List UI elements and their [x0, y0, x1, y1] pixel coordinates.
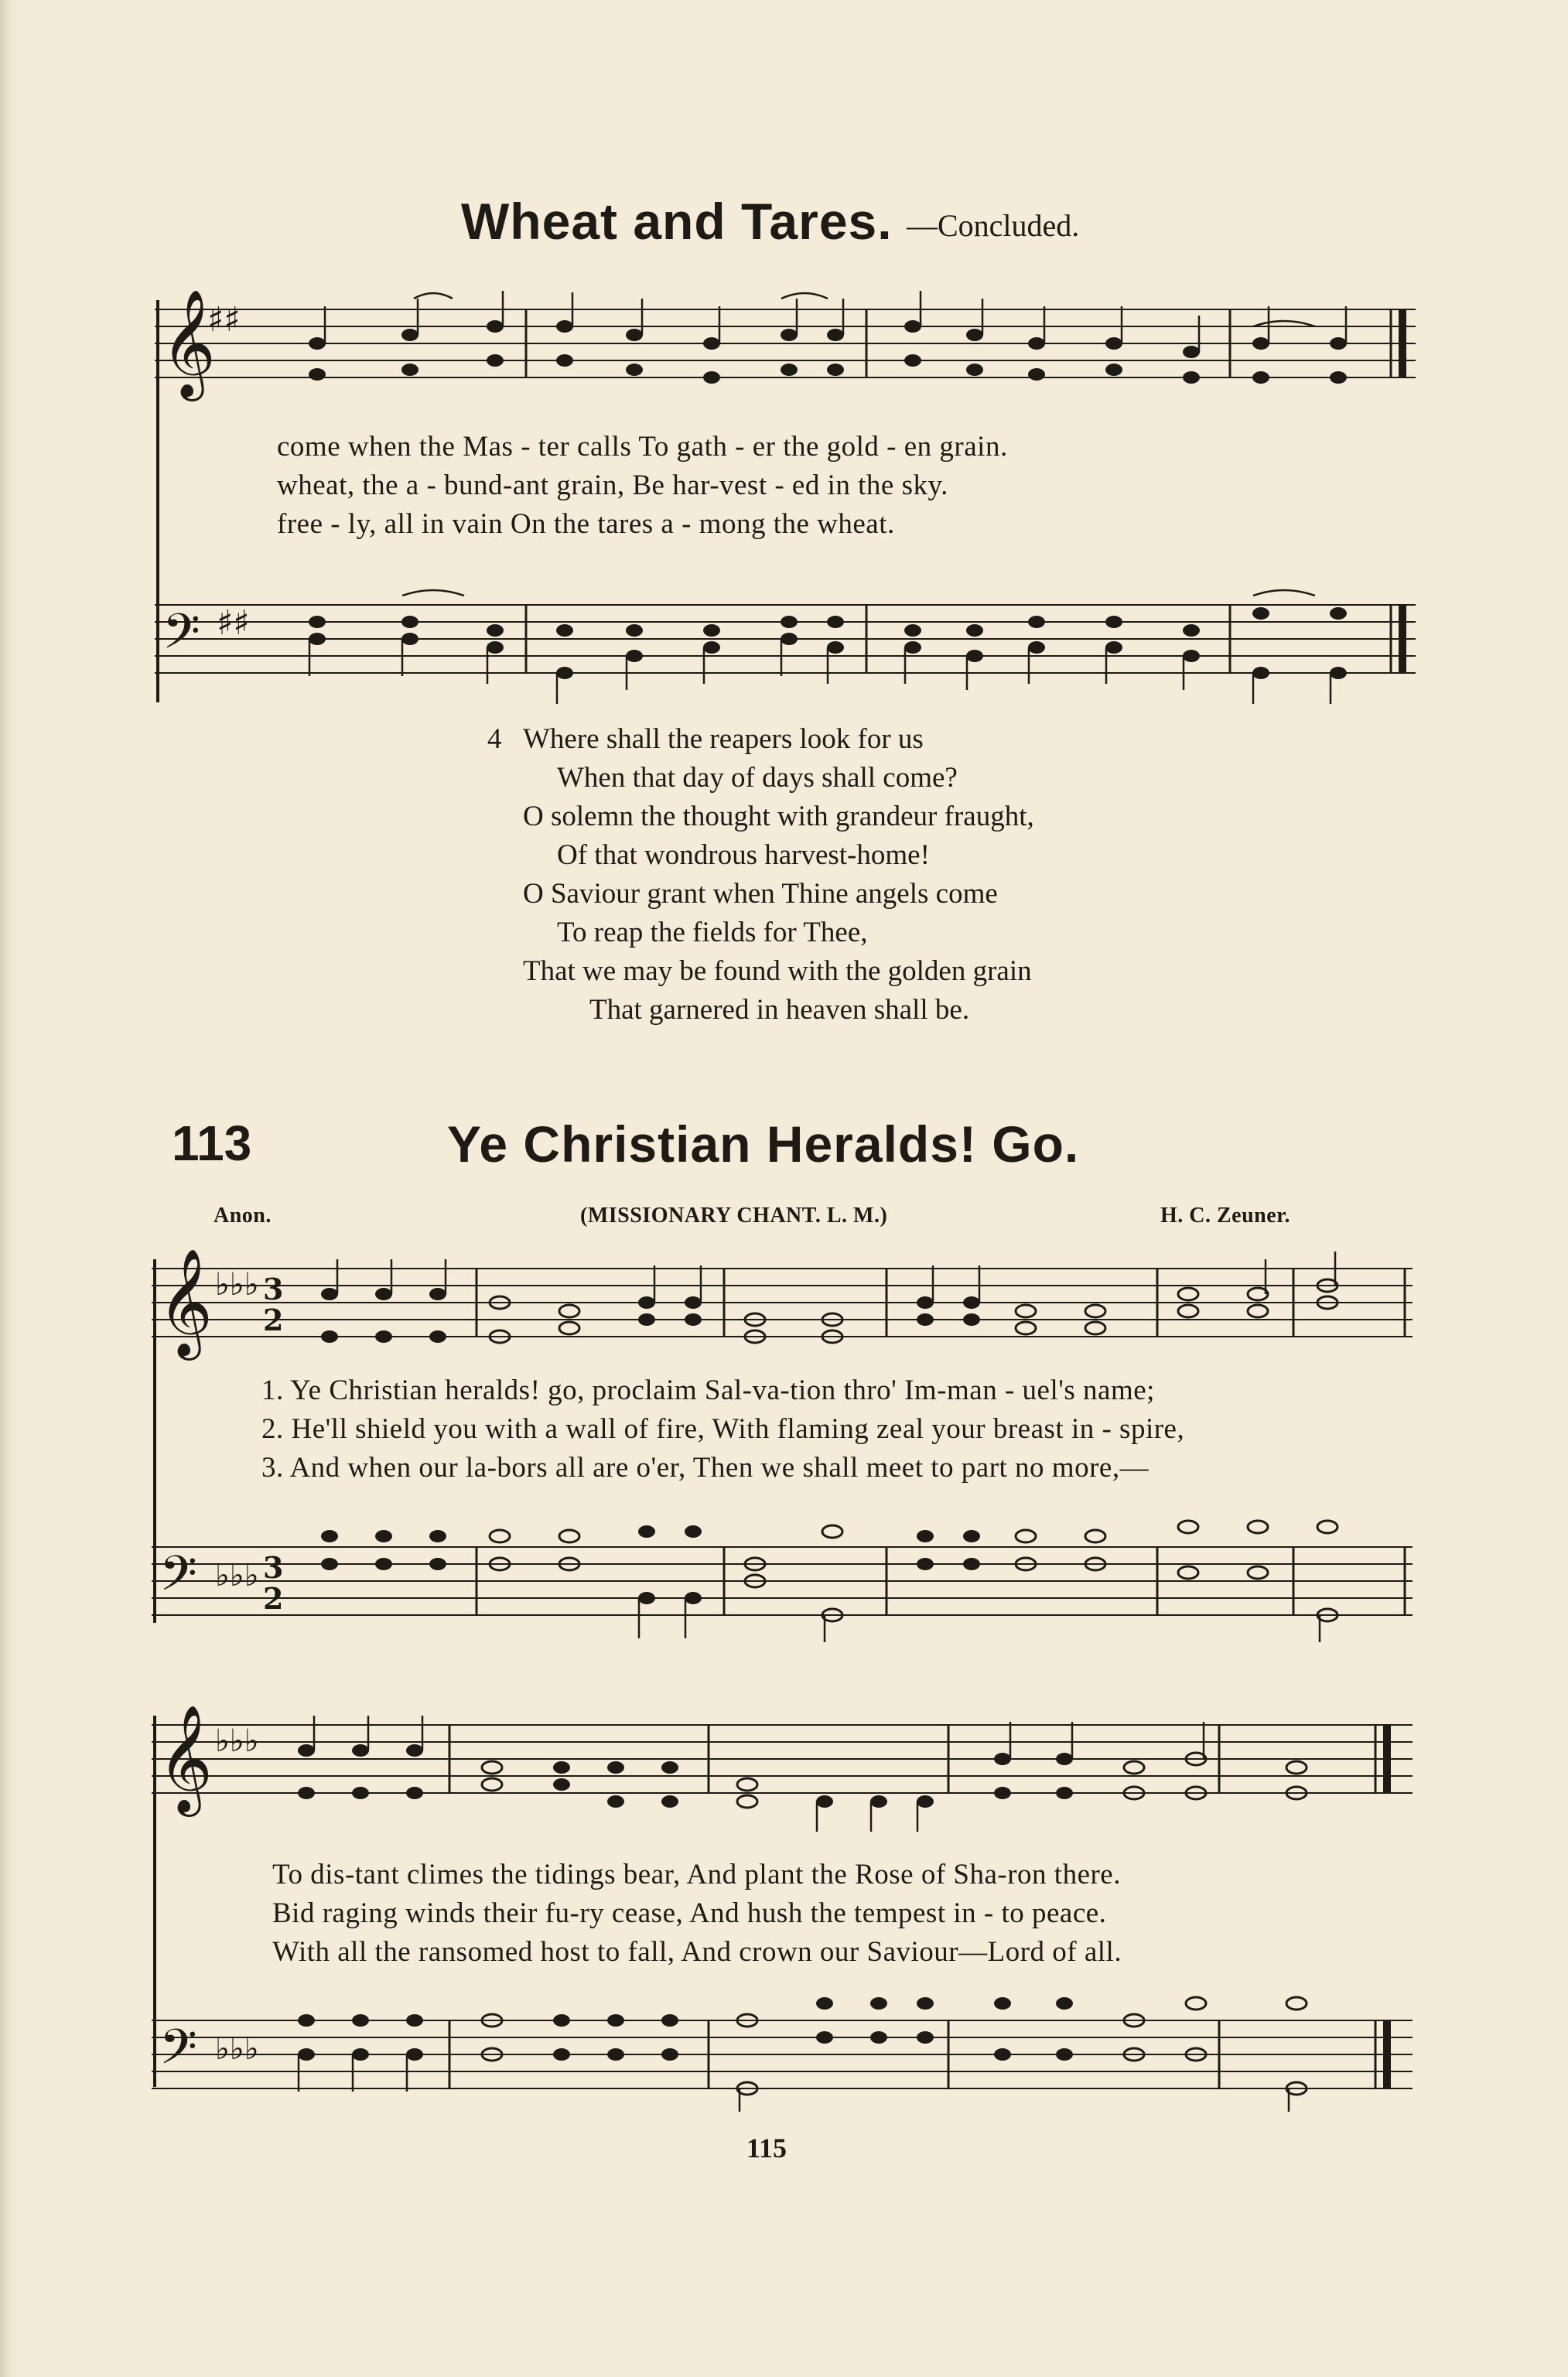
flat-icon: ♭♭♭: [215, 1267, 259, 1303]
sharp-icon: ♯♯: [217, 603, 250, 643]
lyric-line-2: 2. He'll shield you with a wall of fire, With flaming zeal your breast in - spire,: [261, 1413, 1185, 1445]
verse-line: To reap the fields for Thee,: [557, 917, 868, 948]
svg-text:2: 2: [263, 1581, 284, 1616]
svg-text:3: 3: [263, 1550, 284, 1585]
svg-text:2: 2: [263, 1303, 284, 1337]
hymn-composer: H. C. Zeuner.: [1160, 1204, 1291, 1228]
half-notes-bass-b: [490, 1521, 1337, 1621]
bass-staff-c: [152, 2011, 1413, 2112]
treble-notes-a: [309, 320, 1347, 384]
bass-notes-c: [298, 1997, 1073, 2061]
verse-line: That garnered in heaven shall be.: [589, 994, 970, 1026]
treble-staff-b: [152, 1248, 1413, 1360]
treble-clef-icon: 𝄞: [158, 1248, 213, 1356]
treble-notes-b: [321, 1288, 980, 1343]
hymn-meter: (MISSIONARY CHANT. L. M.): [580, 1204, 888, 1228]
verse-number: 4: [487, 723, 502, 755]
lyric-line-3: With all the ransomed host to fall, And crown our Saviour—Lord of all.: [272, 1936, 1122, 1968]
sharp-icon: ♯♯: [207, 300, 241, 340]
hymn-author: Anon.: [214, 1204, 272, 1228]
lyric-line-1: To dis-tant climes the tidings bear, And plant the Rose of Sha-ron there.: [272, 1859, 1121, 1890]
bass-clef-icon: 𝄢: [162, 603, 200, 671]
bass-staff-b: [152, 1538, 1413, 1646]
half-notes-bass-c: [482, 1997, 1307, 2095]
page-number: 115: [746, 2133, 787, 2164]
treble-staff-c: [152, 1705, 1413, 1816]
lyric-line-2: Bid raging winds their fu-ry cease, And hush the tempest in - to peace.: [272, 1897, 1107, 1929]
half-notes-b: [490, 1279, 1337, 1343]
verse-line: O solemn the thought with grandeur fraught,: [523, 801, 1034, 832]
hymn-title: Wheat and Tares.: [461, 193, 893, 250]
hymn-number: 113: [172, 1115, 252, 1171]
bass-clef-icon: 𝄢: [159, 1545, 197, 1614]
lyric-line-2: wheat, the a - bund-ant grain, Be har-vest - ed in the sky.: [277, 470, 948, 501]
verse-line: Where shall the reapers look for us: [523, 723, 924, 755]
hymn-subtitle: —Concluded.: [907, 208, 1080, 243]
verse-line: When that day of days shall come?: [557, 762, 958, 794]
svg-text:3: 3: [263, 1272, 284, 1306]
verse-line: O Saviour grant when Thine angels come: [523, 878, 998, 910]
verse-line: Of that wondrous harvest-home!: [557, 839, 930, 871]
flat-icon: ♭♭♭: [215, 2031, 259, 2067]
lyric-line-3: 3. And when our la-bors all are o'er, Then we shall meet to part no more,—: [261, 1452, 1150, 1484]
bass-staff-a: [155, 596, 1416, 704]
flat-icon: ♭♭♭: [215, 1558, 259, 1593]
lyric-line-1: come when the Mas - ter calls To gath - er the gold - en grain.: [277, 431, 1008, 463]
treble-clef-icon: 𝄞: [158, 1705, 213, 1812]
lyric-line-1: 1. Ye Christian heralds! go, proclaim Sal-va-tion thro' Im-man - uel's name;: [261, 1375, 1155, 1406]
book-binding-edge: [0, 0, 17, 2377]
bass-clef-icon: 𝄢: [159, 2018, 197, 2087]
flat-icon: ♭♭♭: [215, 1723, 259, 1759]
hymn-title: Ye Christian Heralds! Go.: [447, 1115, 1080, 1173]
treble-staff-a: [155, 289, 1416, 401]
treble-clef-icon: 𝄞: [161, 289, 216, 397]
verse-line: That we may be found with the golden grain: [523, 955, 1032, 987]
lyric-line-3: free - ly, all in vain On the tares a - mong the wheat.: [277, 508, 895, 540]
half-notes-c: [482, 1753, 1307, 1808]
